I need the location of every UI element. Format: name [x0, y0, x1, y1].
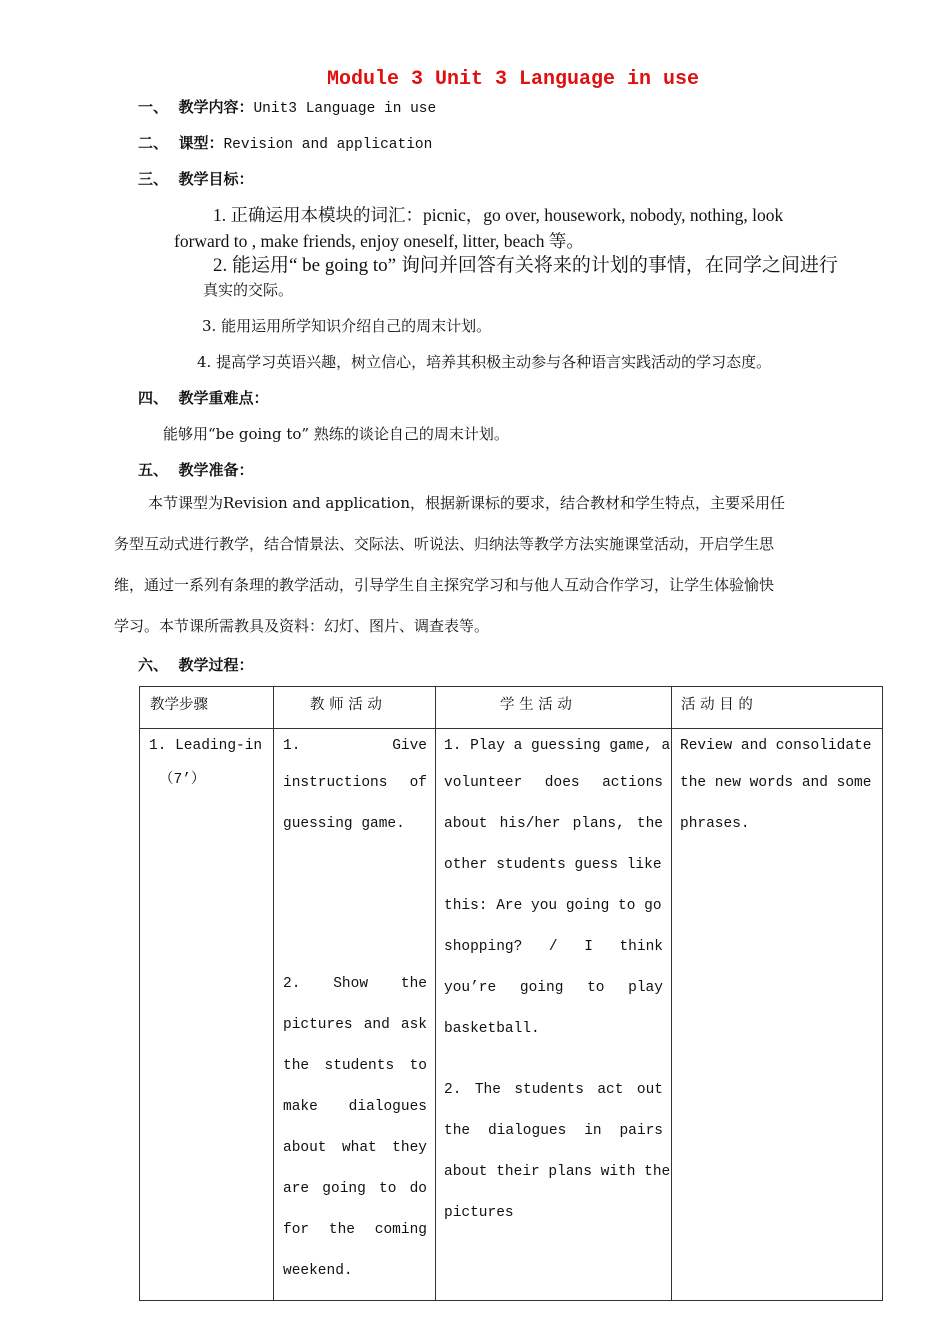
preparation-line-4: 学习。本节课所需教具及资料：幻灯、图片、调查表等。 — [114, 617, 490, 635]
goal-2-line-1: 2. 能运用“ be going to” 询问并回答有关将来的计划的事情，在同学之间进行 — [213, 255, 838, 276]
student-word: dialogues — [487, 1123, 567, 1139]
section-5-num: 五、 — [138, 461, 169, 479]
teacher-word: and — [363, 1017, 390, 1033]
student-word: volunteer — [444, 775, 523, 791]
section-5 — [138, 459, 253, 480]
section-1-text: Unit3 Language in use — [253, 101, 437, 117]
section-1 — [138, 96, 436, 117]
section-1-num: 一、 — [138, 98, 169, 116]
teacher-word: Show — [333, 976, 369, 992]
teacher-line: weekend. — [283, 1263, 353, 1279]
student-word: to — [587, 980, 605, 996]
student-line — [444, 804, 663, 845]
teacher-word: 1. — [283, 738, 301, 754]
spacer — [444, 1050, 663, 1070]
student-word: going — [519, 980, 564, 996]
student-word: about — [444, 816, 488, 832]
teacher-line — [283, 1005, 427, 1046]
student-word: plans, — [572, 816, 625, 832]
student-line — [444, 1070, 663, 1111]
header-step: 教学步骤 — [140, 687, 274, 729]
student-word: I — [584, 939, 593, 955]
teacher-word: going — [322, 1181, 366, 1197]
spacer — [283, 845, 427, 964]
step-cell — [140, 729, 274, 1301]
student-word: act — [597, 1082, 624, 1098]
student-word: pairs — [619, 1123, 663, 1139]
key-points: 能够用“be going to” 熟练的谈论自己的周末计划。 — [163, 425, 509, 443]
student-word: his/her — [499, 816, 561, 832]
student-word: the — [444, 1123, 471, 1139]
student-word: students — [514, 1082, 584, 1098]
step-time: （7’） — [159, 772, 206, 788]
teacher-word: what — [341, 1140, 377, 1156]
teacher-word: to — [379, 1181, 397, 1197]
purpose-cell — [672, 729, 883, 1301]
section-2-label: 课型： — [178, 134, 224, 152]
section-3 — [138, 168, 253, 189]
teacher-line — [283, 1087, 427, 1128]
teacher-word: pictures — [283, 1017, 353, 1033]
teacher-word: dialogues — [348, 1099, 427, 1115]
student-word: does — [544, 775, 580, 791]
section-6-num: 六、 — [138, 656, 169, 674]
teacher-line — [283, 1169, 427, 1210]
header-purpose: 活 动 目 的 — [672, 687, 883, 729]
student-line — [444, 729, 671, 763]
teacher-line — [283, 1210, 427, 1251]
student-word: 2. — [444, 1082, 462, 1098]
section-6 — [138, 654, 253, 675]
teacher-line — [283, 964, 427, 1005]
page-title: Module 3 Unit 3 Language in use — [326, 68, 700, 91]
section-3-label: 教学目标： — [178, 170, 254, 188]
teacher-word: about — [283, 1140, 327, 1156]
student-word: actions — [602, 775, 663, 791]
student-line — [444, 968, 663, 1009]
preparation-line-2: 务型互动式进行教学，结合情景法、交际法、听说法、归纳法等教学方法实施课堂活动，开启学生思 — [114, 535, 775, 553]
section-4-num: 四、 — [138, 389, 169, 407]
teacher-line: guessing game. — [283, 816, 405, 832]
student-word: The — [474, 1082, 501, 1098]
teacher-line — [283, 1128, 427, 1169]
purpose-line: the new words and some — [680, 775, 872, 791]
teacher-word: they — [392, 1140, 427, 1156]
student-line — [444, 927, 663, 968]
teacher-word: 2. — [283, 976, 301, 992]
student-word: think — [619, 939, 663, 955]
goal-4: 4. 提高学习英语兴趣，树立信心，培养其积极主动参与各种语言实践活动的学习态度。 — [197, 353, 772, 371]
goal-1-line-1: 1. 正确运用本模块的词汇：picnic，go over, housework, nobody, nothing, look — [213, 205, 784, 225]
section-5-label: 教学准备： — [178, 461, 254, 479]
student-word: play — [628, 980, 663, 996]
teacher-line — [283, 763, 427, 804]
section-1-label: 教学内容： — [178, 98, 254, 116]
teacher-word: are — [283, 1181, 310, 1197]
teacher-word: Give — [392, 738, 427, 754]
section-2-text: Revision and application — [223, 137, 433, 153]
table-row — [140, 729, 883, 1301]
purpose-line: Review and consolidate — [680, 738, 872, 754]
section-2-num: 二、 — [138, 134, 169, 152]
student-word: / — [548, 939, 558, 955]
teacher-line — [283, 729, 427, 763]
student-cell — [436, 729, 672, 1301]
teacher-word: for — [283, 1222, 310, 1238]
teacher-word: make — [283, 1099, 318, 1115]
teacher-word: of — [409, 775, 427, 791]
student-line — [444, 763, 663, 804]
goal-3: 3. 能用运用所学知识介绍自己的周末计划。 — [202, 317, 492, 335]
student-word: about their plans with the — [444, 1164, 671, 1180]
header-student: 学 生 活 动 — [436, 687, 672, 729]
teacher-cell — [274, 729, 436, 1301]
teacher-word: students — [324, 1058, 395, 1074]
teacher-word: the — [328, 1222, 355, 1238]
section-4 — [138, 387, 268, 408]
student-word: the — [636, 816, 663, 832]
preparation-line-3: 维，通过一系列有条理的教学活动，引导学生自主探究学习和与他人互动合作学习，让学生体验愉快 — [114, 576, 775, 594]
student-word: this: Are you going to go — [444, 898, 662, 914]
goal-1-line-2: forward to , make friends, enjoy oneself, litter, beach 等。 — [174, 231, 584, 251]
teacher-word: instructions — [283, 775, 388, 791]
student-word: out — [636, 1082, 663, 1098]
section-3-num: 三、 — [138, 170, 169, 188]
student-line — [444, 1152, 671, 1193]
purpose-line: phrases. — [680, 816, 750, 832]
section-6-label: 教学过程： — [178, 656, 254, 674]
teacher-word: coming — [374, 1222, 427, 1238]
student-line — [444, 1111, 663, 1152]
teacher-word: ask — [400, 1017, 427, 1033]
student-line — [444, 886, 663, 927]
step-label: 1. Leading-in — [149, 738, 263, 754]
teacher-word: the — [400, 976, 427, 992]
table-header-row — [140, 687, 883, 729]
teacher-word: the — [283, 1058, 310, 1074]
teacher-word: do — [409, 1181, 427, 1197]
student-line: basketball. — [444, 1021, 540, 1037]
preparation-line-1: 本节课型为Revision and application，根据新课标的要求，结合教材和学生特点，主要采用任 — [148, 494, 785, 512]
header-teacher: 教 师 活 动 — [274, 687, 436, 729]
student-word: shopping? — [444, 939, 523, 955]
teaching-process-table — [139, 686, 883, 1301]
student-word: 1. Play a guessing game, a — [444, 738, 671, 754]
section-4-label: 教学重难点： — [178, 389, 269, 407]
goal-2-line-2: 真实的交际。 — [203, 281, 294, 299]
section-2 — [138, 132, 432, 153]
teacher-word: to — [409, 1058, 427, 1074]
student-word: you’re — [444, 980, 497, 996]
student-line: pictures — [444, 1205, 514, 1221]
student-line — [444, 845, 663, 886]
student-word: in — [584, 1123, 602, 1139]
student-word: other students guess like — [444, 857, 662, 873]
teacher-line — [283, 1046, 427, 1087]
